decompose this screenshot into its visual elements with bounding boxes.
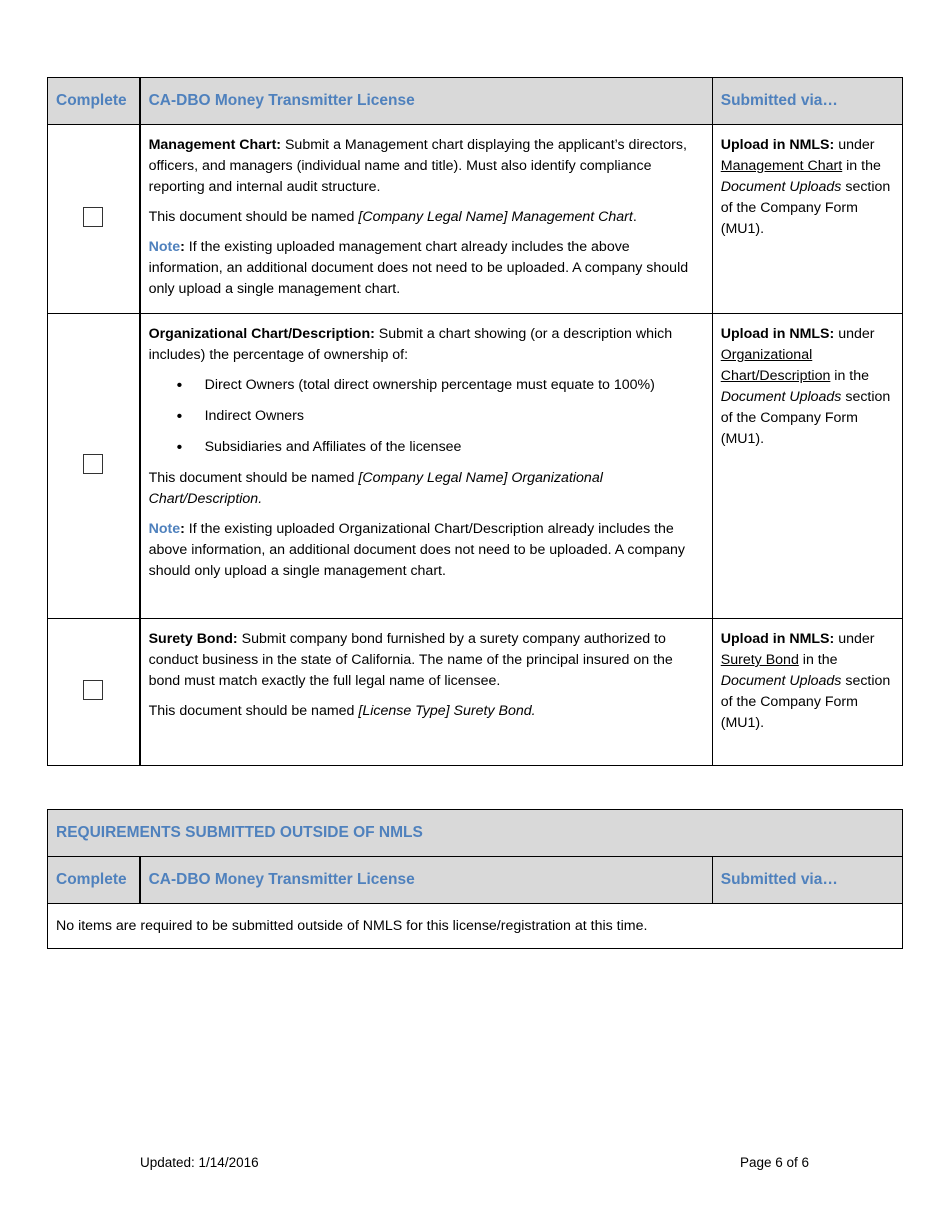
sub-text: in the — [798, 652, 838, 668]
header-license: CA-DBO Money Transmitter License — [140, 857, 713, 904]
header-complete: Complete — [48, 857, 140, 904]
requirement-description — [140, 125, 713, 314]
sub-text: in the — [830, 368, 870, 384]
note-colon: : — [180, 239, 185, 255]
requirement-paragraph — [149, 629, 704, 692]
submission-instruction — [721, 324, 894, 450]
outside-nmls-requirements-table — [47, 809, 903, 949]
naming-prefix: This document should be named — [148, 703, 359, 719]
document-name: [License Type] Surety Bond. — [358, 703, 536, 719]
page-number: Page 6 of 6 — [740, 1155, 810, 1170]
requirement-title: Surety Bond: — [148, 631, 238, 647]
naming-suffix: . — [632, 209, 637, 225]
note-label: Note — [148, 521, 181, 537]
header-complete: Complete — [48, 78, 140, 125]
table-row-management-chart — [48, 125, 903, 314]
no-items-row — [48, 904, 903, 949]
requirement-title: Management Chart: — [148, 137, 282, 153]
naming-prefix: This document should be named — [148, 470, 359, 486]
complete-cell — [48, 314, 140, 619]
section-name: Document Uploads — [720, 673, 842, 689]
nmls-requirements-table — [47, 77, 903, 766]
upload-label: Upload in NMLS: — [720, 326, 835, 342]
requirement-text: Submit a Management chart displaying the applicant’s directors, officers, and managers (individual name and title). Must also identify compliance reporting and internal audit structure. — [148, 137, 687, 195]
no-items-message: No items are required to be submitted outside of NMLS for this license/registration at this time. — [48, 904, 903, 949]
submission-instruction — [721, 135, 894, 240]
submitted-via-cell — [712, 314, 902, 619]
complete-cell — [48, 125, 140, 314]
note-paragraph — [149, 519, 704, 582]
section-name: Document Uploads — [720, 179, 842, 195]
note-paragraph — [149, 237, 704, 300]
section-title-row — [48, 810, 903, 857]
requirement-paragraph — [149, 324, 704, 366]
sub-text: under — [834, 137, 875, 153]
naming-prefix: This document should be named — [148, 209, 359, 225]
table-row-surety-bond — [48, 619, 903, 766]
note-text: If the existing uploaded Organizational Chart/Description already includes the above information, an additional document does not need to be uploaded. A company should only upload a single management chart. — [148, 521, 685, 579]
naming-instruction — [149, 207, 704, 228]
upload-label: Upload in NMLS: — [720, 137, 835, 153]
submitted-via-cell — [712, 125, 902, 314]
list-item: • Subsidiaries and Affiliates of the licensee — [149, 437, 704, 458]
table-header-row — [48, 78, 903, 125]
complete-checkbox[interactable] — [83, 680, 103, 700]
ownership-list — [149, 375, 704, 458]
header-submitted-via: Submitted via… — [712, 857, 902, 904]
table-row-organizational-chart — [48, 314, 903, 619]
header-license: CA-DBO Money Transmitter License — [140, 78, 713, 125]
table-header-row — [48, 857, 903, 904]
note-label: Note — [148, 239, 181, 255]
complete-checkbox[interactable] — [83, 454, 103, 474]
upload-category-link: Surety Bond — [720, 652, 799, 668]
upload-category-link: Management Chart — [720, 158, 843, 174]
submitted-via-cell — [712, 619, 902, 766]
complete-checkbox[interactable] — [83, 207, 103, 227]
sub-text: section of the Company Form (MU1). — [720, 673, 891, 731]
section-name: Document Uploads — [720, 389, 842, 405]
header-submitted-via: Submitted via… — [712, 78, 902, 125]
requirement-paragraph — [149, 135, 704, 198]
upload-label: Upload in NMLS: — [720, 631, 835, 647]
sub-text: in the — [842, 158, 881, 174]
naming-instruction — [149, 468, 704, 510]
sub-text: section of the Company Form (MU1). — [720, 389, 891, 447]
requirement-description — [140, 314, 713, 619]
updated-date: Updated: 1/14/2016 — [140, 1155, 259, 1170]
requirement-text: Submit company bond furnished by a surety company authorized to conduct business in the state of California. The name of the principal insured on the bond must match exactly the full legal name of licensee. — [148, 631, 673, 689]
upload-category-link: Organizational Chart/Description — [720, 347, 831, 384]
note-colon: : — [180, 521, 185, 537]
document-name: [Company Legal Name] Management Chart — [358, 209, 633, 225]
sub-text: under — [834, 631, 875, 647]
list-item: • Indirect Owners — [149, 406, 704, 427]
requirement-text: Submit a chart showing (or a description which includes) the percentage of ownership of: — [148, 326, 673, 363]
naming-instruction — [149, 701, 704, 722]
complete-cell — [48, 619, 140, 766]
requirement-description — [140, 619, 713, 766]
sub-text: under — [834, 326, 875, 342]
submission-instruction — [721, 629, 894, 734]
sub-text: section of the Company Form (MU1). — [720, 179, 891, 237]
section-title: REQUIREMENTS SUBMITTED OUTSIDE OF NMLS — [48, 810, 903, 857]
requirement-title: Organizational Chart/Description: — [148, 326, 375, 342]
document-name: [Company Legal Name] Organizational Chart/Description. — [148, 470, 603, 507]
note-text: If the existing uploaded management chart already includes the above information, an additional document does not need to be uploaded. A company should only upload a single management chart. — [148, 239, 689, 297]
list-item: • Direct Owners (total direct ownership percentage must equate to 100%) — [149, 375, 704, 396]
